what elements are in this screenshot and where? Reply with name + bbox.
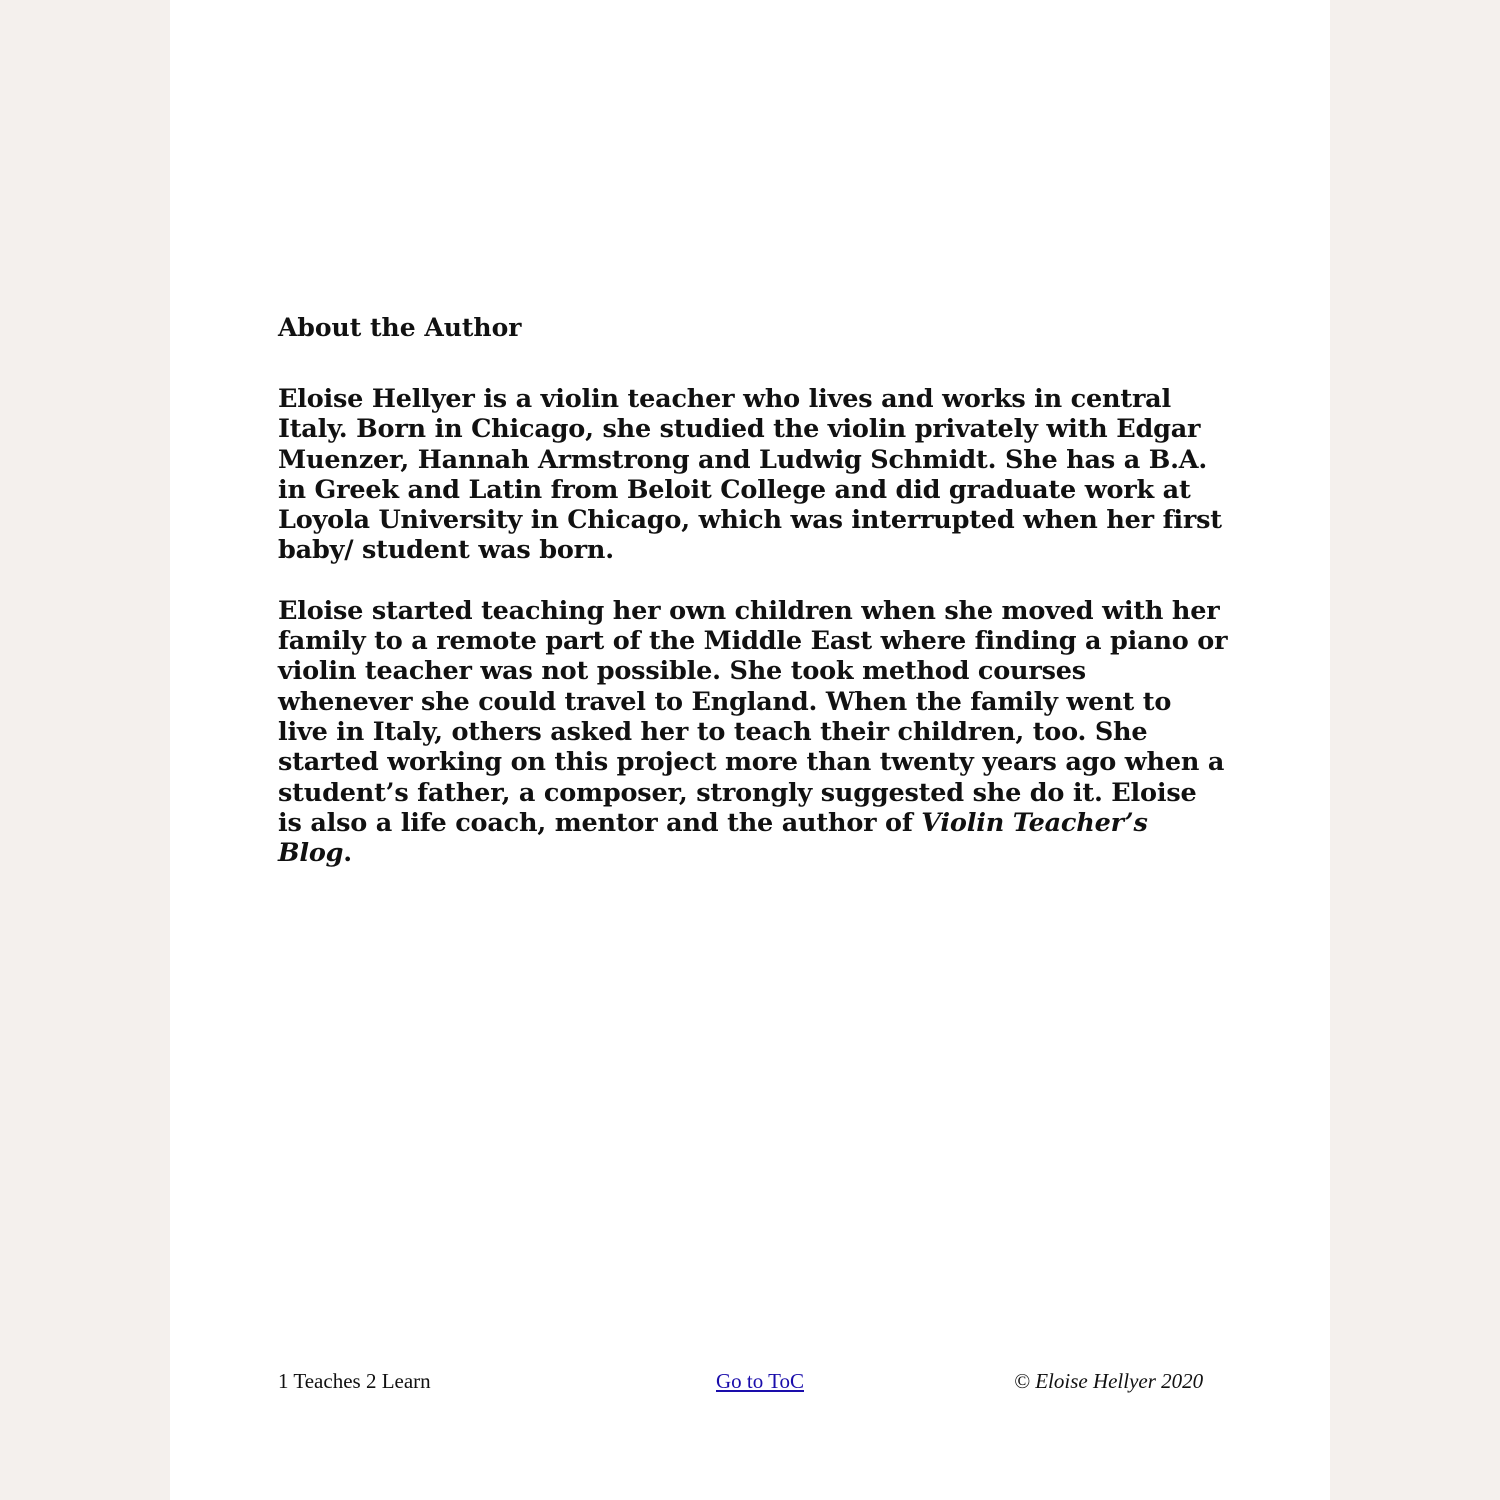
footer-toc-container <box>716 1368 804 1394</box>
bio-paragraph-2-end: . <box>343 838 352 869</box>
blog-title: Violin Teacher’s Blog <box>278 807 1148 869</box>
document-page <box>170 0 1330 1500</box>
footer-book-title: 1 Teaches 2 Learn <box>278 1369 431 1393</box>
footer-copyright: © Eloise Hellyer 2020 <box>1014 1369 1204 1393</box>
bio-paragraph-2-text: Eloise started teaching her own children when she moved with her family to a remote part of the Middle East where finding a piano or violin teacher was not possible. She took method courses whenever she could travel to England. When the family went to live in Italy, others asked her to teach their children, too. She started working on this project more than twenty years ago when a student’s father, a composer, strongly suggested she do it. Eloise is also a life coach, mentor and the author of <box>278 595 1228 838</box>
page-content <box>278 312 1228 898</box>
bio-paragraph-2 <box>278 596 1228 869</box>
page-title: About the Author <box>278 313 522 342</box>
bio-paragraph-1: Eloise Hellyer is a violin teacher who lives and works in central Italy. Born in Chicago, she studied the violin privately with Edgar Muenzer, Hannah Armstrong and Ludwig Schmidt. She has a B.A. in Greek and Latin from Beloit College and did graduate work at Loyola University in Chicago, which was interrupted when her first baby/ student was born. <box>278 384 1222 566</box>
go-to-toc-link[interactable]: Go to ToC <box>716 1369 804 1393</box>
